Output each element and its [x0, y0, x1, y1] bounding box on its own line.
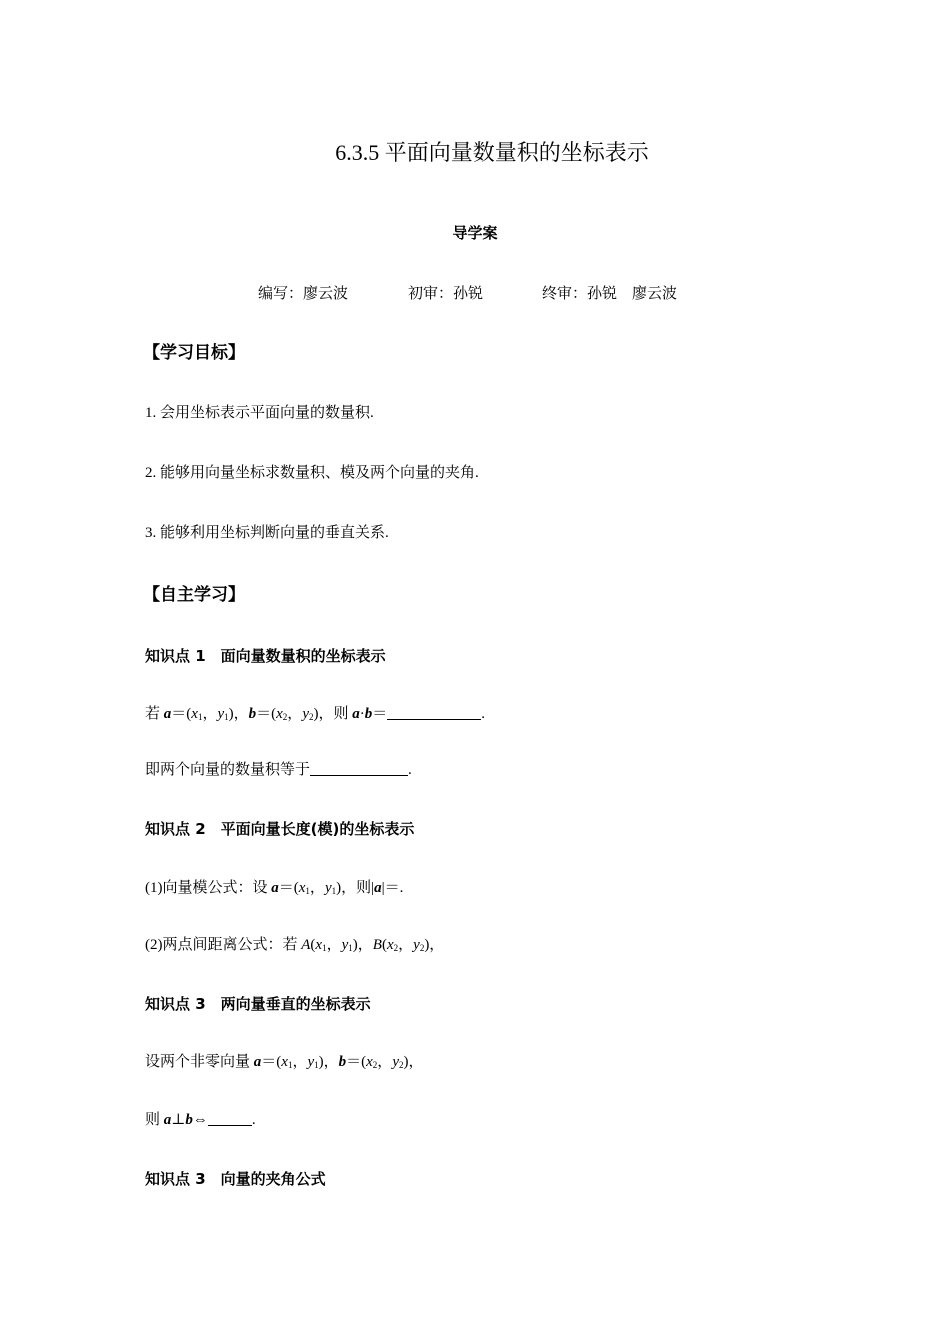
answer-blank — [208, 1111, 252, 1126]
section-heading-goals: 【学习目标】 — [143, 343, 245, 363]
credit-final: 终审：孙锐 廖云波 — [542, 286, 678, 302]
knowledge-point-1-heading: 知识点 1 面向量数量积的坐标表示 — [145, 647, 386, 665]
page-subtitle: 导学案 — [452, 224, 498, 242]
answer-blank — [310, 761, 408, 776]
credit-writer: 编写：廖云波 — [258, 286, 349, 302]
knowledge-point-2-heading: 知识点 2 平面向量长度(模)的坐标表示 — [145, 820, 415, 838]
answer-blank — [387, 705, 481, 720]
kp3-perpendicular-line: 则 a⊥b⇔ . — [145, 1112, 256, 1128]
goal-item-3: 3. 能够利用坐标判断向量的垂直关系. — [145, 525, 389, 541]
kp3-vectors-line: 设两个非零向量 $a=(x_1$，$y_1$)，$b=(x_2$，$y_2$)， — [145, 1054, 424, 1070]
credit-reviewer: 初审：孙锐 — [408, 286, 484, 302]
knowledge-point-3-heading: 知识点 3 两向量垂直的坐标表示 — [145, 995, 371, 1013]
kp2-distance-line: (2)两点间距离公式：若 $A(x_1$，$y_1$)，$B(x_2$，$y_2$)， — [145, 937, 445, 953]
goal-item-2: 2. 能够用向量坐标求数量积、模及两个向量的夹角. — [145, 465, 479, 481]
goal-item-1: 1. 会用坐标表示平面向量的数量积. — [145, 405, 374, 421]
kp2-modulus-line: (1)向量模公式：设 $a=(x_1$，$y_1$)，则|a|＝. — [145, 880, 404, 896]
section-heading-self-study: 【自主学习】 — [143, 585, 245, 605]
kp1-description-line: 即两个向量的数量积等于 . — [145, 762, 412, 778]
page-title: 6.3.5 平面向量数量积的坐标表示 — [335, 140, 649, 165]
knowledge-point-4-heading: 知识点 3 向量的夹角公式 — [145, 1170, 326, 1188]
kp1-formula-line: 若 $a=(x_1$，$y_1$)，$b=(x_2$，$y_2$)，则 a·b＝ . — [145, 706, 485, 722]
